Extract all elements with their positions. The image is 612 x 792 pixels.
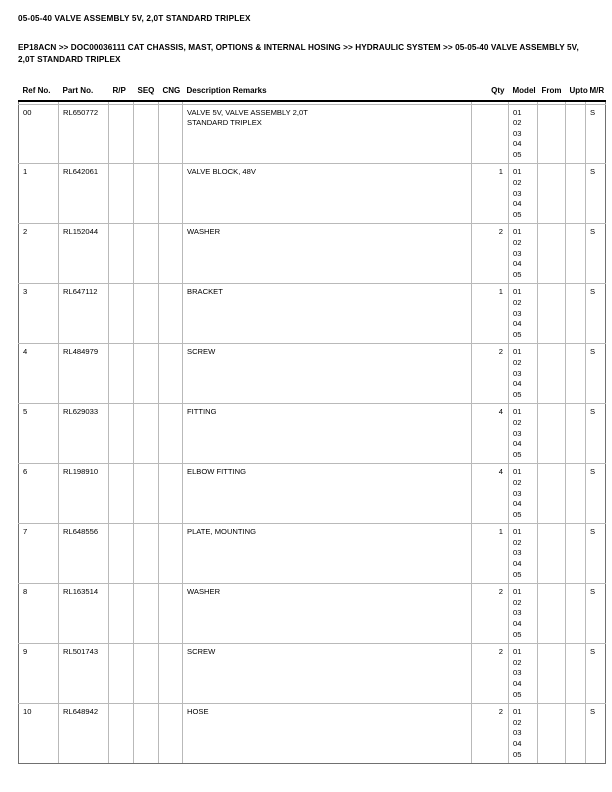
cell-description: [183, 404, 472, 464]
model-code: 02: [513, 357, 522, 367]
cell-model: [509, 644, 538, 704]
cell-upto: [566, 524, 586, 584]
cell-mr: S: [586, 644, 606, 704]
model-code: 01: [513, 587, 522, 597]
model-code: 05: [513, 209, 522, 219]
cell-upto: [566, 284, 586, 344]
cell-seq: [134, 344, 159, 404]
cell-mr: S: [586, 344, 606, 404]
cell-ref-no: 00: [19, 104, 59, 164]
description-line: WASHER: [187, 587, 221, 597]
column-header-qty[interactable]: Qty: [472, 86, 509, 101]
model-code: 04: [513, 499, 522, 509]
model-code: 03: [513, 668, 522, 678]
model-code: 05: [513, 509, 522, 519]
model-code: 01: [513, 107, 522, 117]
table-row[interactable]: [19, 704, 606, 764]
cell-seq: [134, 524, 159, 584]
cell-cng: [159, 164, 183, 224]
model-code: 03: [513, 248, 522, 258]
cell-upto: [566, 644, 586, 704]
cell-rp: [109, 284, 134, 344]
cell-rp: [109, 164, 134, 224]
model-code: 05: [513, 449, 522, 459]
model-code: 04: [513, 199, 522, 209]
cell-ref-no: 5: [19, 404, 59, 464]
cell-ref-no: 8: [19, 584, 59, 644]
cell-part-no: RL501743: [59, 644, 109, 704]
cell-from: [538, 284, 566, 344]
parts-table: [18, 86, 606, 764]
model-code: 03: [513, 128, 522, 138]
description-line: HOSE: [187, 707, 209, 717]
description-line: SCREW: [187, 647, 216, 657]
model-code: 05: [513, 269, 522, 279]
cell-description: [183, 224, 472, 284]
model-code: 04: [513, 738, 522, 748]
model-code: 01: [513, 707, 522, 717]
cell-mr: S: [586, 584, 606, 644]
cell-rp: [109, 704, 134, 764]
model-code: 01: [513, 287, 522, 297]
cell-part-no: RL629033: [59, 404, 109, 464]
cell-model: [509, 224, 538, 284]
cell-seq: [134, 584, 159, 644]
column-header-cng[interactable]: CNG: [159, 86, 183, 101]
model-code: 01: [513, 527, 522, 537]
cell-seq: [134, 284, 159, 344]
description-line: SCREW: [187, 347, 216, 357]
cell-qty: 2: [472, 704, 509, 764]
model-code: 02: [513, 298, 522, 307]
cell-description: [183, 284, 472, 344]
cell-model: [509, 704, 538, 764]
model-code: 05: [513, 389, 522, 399]
cell-model: [509, 584, 538, 644]
cell-cng: [159, 104, 183, 164]
model-code: 05: [513, 569, 522, 579]
breadcrumb: EP18ACN >> DOC00036111 CAT CHASSIS, MAST, OPTIONS & INTERNAL HOSING >> HYDRAULIC SYSTEM >> 05-05-40 VALVE ASSEMBLY 5V, 2,0T STANDARD TRIPLEX: [18, 43, 579, 64]
cell-seq: [134, 644, 159, 704]
cell-upto: [566, 464, 586, 524]
description-line: PLATE, MOUNTING: [187, 527, 257, 537]
cell-part-no: RL163514: [59, 584, 109, 644]
description-line: BRACKET: [187, 287, 223, 297]
cell-qty: 2: [472, 224, 509, 284]
cell-part-no: RL484979: [59, 344, 109, 404]
cell-cng: [159, 404, 183, 464]
model-code: 02: [513, 417, 522, 427]
column-header-description[interactable]: Description Remarks: [183, 86, 472, 101]
model-code: 05: [513, 149, 522, 159]
cell-mr: S: [586, 164, 606, 224]
model-code: 04: [513, 319, 522, 329]
table-row[interactable]: [19, 404, 606, 464]
model-code: 04: [513, 559, 522, 569]
cell-mr: S: [586, 464, 606, 524]
cell-qty: 2: [472, 644, 509, 704]
cell-seq: [134, 704, 159, 764]
column-header-part-no[interactable]: Part No.: [59, 86, 109, 101]
column-header-from[interactable]: From: [538, 86, 566, 101]
table-row[interactable]: [19, 584, 606, 644]
model-code: 02: [513, 118, 522, 128]
model-code: 02: [513, 238, 522, 248]
cell-ref-no: 1: [19, 164, 59, 224]
model-code: 03: [513, 488, 522, 498]
cell-model: [509, 104, 538, 164]
cell-from: [538, 104, 566, 164]
cell-part-no: RL648556: [59, 524, 109, 584]
cell-description: [183, 344, 472, 404]
model-code: 05: [513, 749, 522, 759]
model-code: 02: [513, 537, 522, 547]
model-code: 03: [513, 188, 522, 198]
cell-description: [183, 644, 472, 704]
cell-from: [538, 344, 566, 404]
model-code: 03: [513, 548, 522, 558]
cell-qty: 1: [472, 284, 509, 344]
model-code: 05: [513, 689, 522, 699]
cell-description: [183, 524, 472, 584]
model-code: 04: [513, 439, 522, 449]
cell-ref-no: 3: [19, 284, 59, 344]
cell-part-no: RL648942: [59, 704, 109, 764]
description-line: VALVE BLOCK, 48V: [187, 167, 256, 177]
model-code: 02: [513, 717, 522, 727]
cell-mr: S: [586, 404, 606, 464]
cell-qty: [472, 104, 509, 164]
cell-from: [538, 704, 566, 764]
description-line: VALVE 5V, VALVE ASSEMBLY 2,0T: [187, 107, 308, 117]
cell-upto: [566, 104, 586, 164]
cell-from: [538, 224, 566, 284]
model-code: 05: [513, 329, 522, 339]
cell-ref-no: 9: [19, 644, 59, 704]
cell-part-no: RL198910: [59, 464, 109, 524]
model-code: 01: [513, 227, 522, 237]
cell-ref-no: 2: [19, 224, 59, 284]
cell-seq: [134, 464, 159, 524]
table-row[interactable]: [19, 464, 606, 524]
cell-description: [183, 584, 472, 644]
model-code: 04: [513, 619, 522, 629]
cell-rp: [109, 644, 134, 704]
table-row[interactable]: [19, 164, 606, 224]
table-row[interactable]: [19, 224, 606, 284]
model-code: 03: [513, 608, 522, 618]
column-header-mr[interactable]: M/R: [586, 86, 606, 101]
cell-ref-no: 6: [19, 464, 59, 524]
column-header-upto[interactable]: Upto: [566, 86, 586, 101]
model-code: 03: [513, 368, 522, 378]
cell-mr: S: [586, 224, 606, 284]
cell-cng: [159, 704, 183, 764]
cell-mr: S: [586, 524, 606, 584]
model-code: 04: [513, 139, 522, 149]
cell-model: [509, 524, 538, 584]
model-code: 01: [513, 167, 522, 177]
cell-cng: [159, 224, 183, 284]
cell-model: [509, 344, 538, 404]
cell-qty: 2: [472, 584, 509, 644]
cell-cng: [159, 644, 183, 704]
model-code: 03: [513, 728, 522, 738]
cell-from: [538, 164, 566, 224]
cell-cng: [159, 584, 183, 644]
cell-rp: [109, 224, 134, 284]
cell-seq: [134, 404, 159, 464]
cell-rp: [109, 584, 134, 644]
cell-description: [183, 464, 472, 524]
cell-description: [183, 164, 472, 224]
cell-rp: [109, 104, 134, 164]
cell-ref-no: 4: [19, 344, 59, 404]
cell-from: [538, 644, 566, 704]
cell-part-no: RL152044: [59, 224, 109, 284]
page-title: 05-05-40 VALVE ASSEMBLY 5V, 2,0T STANDARD TRIPLEX: [18, 14, 251, 23]
cell-seq: [134, 104, 159, 164]
description-line: FITTING: [187, 407, 217, 417]
table-row[interactable]: [19, 284, 606, 344]
model-code: 03: [513, 308, 522, 318]
table-row[interactable]: [19, 524, 606, 584]
model-code: 02: [513, 657, 522, 667]
model-code: 01: [513, 347, 522, 357]
cell-upto: [566, 224, 586, 284]
cell-seq: [134, 164, 159, 224]
cell-qty: 1: [472, 164, 509, 224]
cell-upto: [566, 344, 586, 404]
model-code: 05: [513, 629, 522, 639]
cell-rp: [109, 404, 134, 464]
cell-upto: [566, 584, 586, 644]
model-code: 01: [513, 467, 522, 477]
model-code: 04: [513, 679, 522, 688]
table-row[interactable]: [19, 344, 606, 404]
cell-rp: [109, 464, 134, 524]
table-row[interactable]: [19, 104, 606, 164]
cell-ref-no: 7: [19, 524, 59, 584]
column-header-model[interactable]: Model: [509, 86, 538, 101]
cell-qty: 4: [472, 464, 509, 524]
model-code: 02: [513, 597, 522, 607]
cell-rp: [109, 524, 134, 584]
cell-qty: 4: [472, 404, 509, 464]
cell-from: [538, 584, 566, 644]
cell-cng: [159, 524, 183, 584]
table-header-row: [19, 86, 606, 101]
description-line: ELBOW FITTING: [187, 467, 247, 477]
model-code: 01: [513, 647, 522, 657]
model-code: 02: [513, 477, 522, 487]
cell-cng: [159, 284, 183, 344]
cell-from: [538, 464, 566, 524]
description-line: WASHER: [187, 227, 221, 237]
cell-cng: [159, 464, 183, 524]
cell-from: [538, 524, 566, 584]
cell-part-no: RL650772: [59, 104, 109, 164]
model-code: 04: [513, 259, 522, 269]
table-body: [19, 101, 606, 764]
model-code: 04: [513, 379, 522, 389]
cell-mr: S: [586, 704, 606, 764]
model-code: 03: [513, 428, 522, 438]
cell-qty: 1: [472, 524, 509, 584]
cell-qty: 2: [472, 344, 509, 404]
cell-upto: [566, 704, 586, 764]
cell-part-no: RL642061: [59, 164, 109, 224]
cell-ref-no: 10: [19, 704, 59, 764]
cell-upto: [566, 404, 586, 464]
cell-seq: [134, 224, 159, 284]
cell-from: [538, 404, 566, 464]
cell-part-no: RL647112: [59, 284, 109, 344]
cell-mr: S: [586, 104, 606, 164]
table-row[interactable]: [19, 644, 606, 704]
column-header-ref-no[interactable]: Ref No.: [19, 86, 59, 101]
cell-model: [509, 404, 538, 464]
cell-model: [509, 284, 538, 344]
cell-mr: S: [586, 284, 606, 344]
column-header-seq[interactable]: SEQ: [134, 86, 159, 101]
description-line: STANDARD TRIPLEX: [187, 118, 262, 128]
cell-upto: [566, 164, 586, 224]
cell-cng: [159, 344, 183, 404]
model-code: 01: [513, 407, 522, 417]
column-header-rp[interactable]: R/P: [109, 86, 134, 101]
cell-rp: [109, 344, 134, 404]
cell-description: [183, 704, 472, 764]
cell-model: [509, 464, 538, 524]
cell-model: [509, 164, 538, 224]
model-code: 02: [513, 178, 522, 188]
cell-description: [183, 104, 472, 164]
